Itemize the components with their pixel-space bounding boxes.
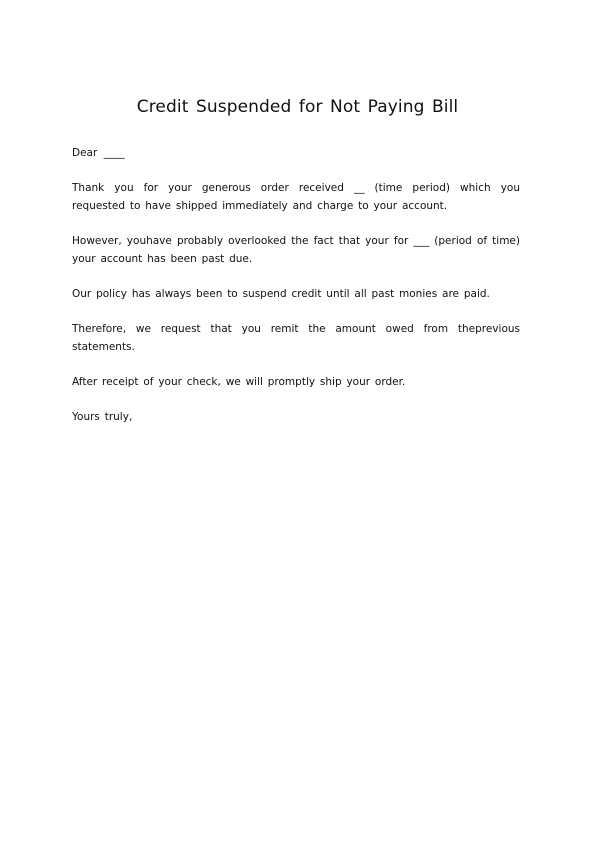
closing: Yours truly, [72, 411, 133, 423]
paragraph-credit-policy: Our policy has always been to suspend credit until all past monies are paid. [72, 288, 490, 300]
document-title: Credit Suspended for Not Paying Bill [136, 97, 459, 117]
salutation: Dear ____ [72, 147, 125, 159]
paragraph-order-thanks: Thank you for your generous order received __ (time period) which you requested to have shipped immediately and charge to your account. [72, 182, 520, 212]
paragraph-past-due: However, youhave probably overlooked the fact that your for ___ (period of time) your account has been past due. [72, 235, 520, 265]
letter-body [72, 144, 520, 443]
paragraph-remit-request: Therefore, we request that you remit the amount owed from theprevious statements. [72, 323, 520, 353]
paragraph-ship-order: After receipt of your check, we will promptly ship your order. [72, 376, 406, 388]
